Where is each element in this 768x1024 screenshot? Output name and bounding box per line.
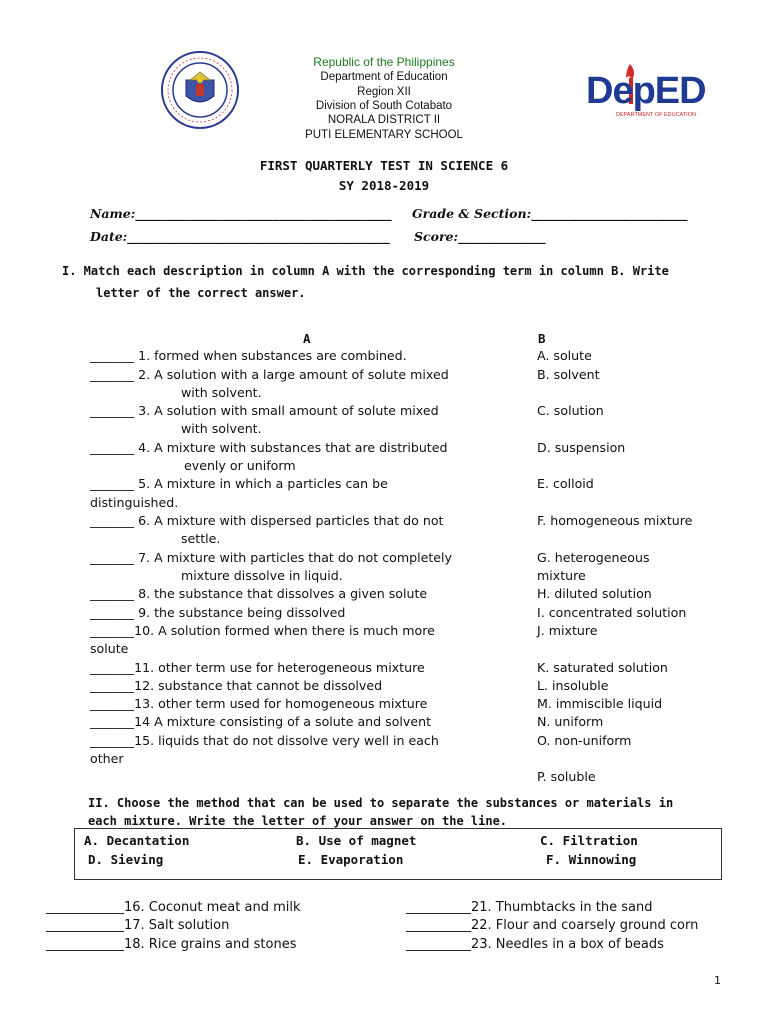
grade-section-field[interactable]: Grade & Section:_________________________ bbox=[412, 206, 688, 221]
method-d: D. Sieving bbox=[88, 852, 164, 867]
question-item: _______ 7. A mixture with particles that do not completely bbox=[90, 550, 452, 565]
separation-question: __________22. Flour and coarsely ground corn bbox=[406, 918, 699, 933]
header-department: Department of Education bbox=[320, 71, 448, 83]
question-item: with solvent. bbox=[181, 385, 262, 400]
column-a-heading: A bbox=[303, 331, 311, 346]
header-school: PUTI ELEMENTARY SCHOOL bbox=[305, 129, 463, 141]
question-item: _______ 6. A mixture with dispersed particles that do not bbox=[90, 513, 444, 528]
term-item: H. diluted solution bbox=[537, 586, 652, 601]
header-republic: Republic of the Philippines bbox=[313, 55, 455, 69]
question-item: _______ 8. the substance that dissolves a given solute bbox=[90, 586, 428, 601]
part1-instruction-line2: letter of the correct answer. bbox=[96, 286, 306, 300]
term-item: E. colloid bbox=[537, 476, 594, 491]
term-item: O. non-uniform bbox=[537, 733, 632, 748]
page-number: 1 bbox=[714, 974, 721, 987]
term-item: D. suspension bbox=[537, 440, 626, 455]
question-item: _______ 4. A mixture with substances that are distributed bbox=[90, 440, 448, 455]
separation-question: __________21. Thumbtacks in the sand bbox=[406, 900, 653, 915]
question-item: _______15. liquids that do not dissolve very well in each bbox=[90, 733, 439, 748]
header-district: NORALA DISTRICT II bbox=[327, 114, 441, 126]
question-item: settle. bbox=[181, 531, 221, 546]
question-item: _______12. substance that cannot be dissolved bbox=[90, 678, 383, 693]
question-item: _______ 2. A solution with a large amount of solute mixed bbox=[90, 367, 449, 382]
term-item: A. solute bbox=[537, 348, 592, 363]
term-item: L. insoluble bbox=[537, 678, 609, 693]
header-region: Region XII bbox=[357, 86, 411, 98]
question-item: _______ 9. the substance being dissolved bbox=[90, 605, 346, 620]
question-item: _______10. A solution formed when there is much more bbox=[90, 623, 435, 638]
question-item: solute bbox=[90, 641, 129, 656]
question-item: _______ 5. A mixture in which a particles can be bbox=[90, 476, 388, 491]
column-b-heading: B bbox=[538, 331, 546, 346]
term-item: G. heterogeneous bbox=[537, 550, 650, 565]
term-item: F. homogeneous mixture bbox=[537, 513, 693, 528]
question-item: _______ 1. formed when substances are combined. bbox=[90, 348, 407, 363]
term-item: B. solvent bbox=[537, 367, 600, 382]
method-b: B. Use of magnet bbox=[296, 833, 417, 848]
question-item: other bbox=[90, 751, 124, 766]
method-f: F. Winnowing bbox=[546, 852, 637, 867]
question-item: _______14 A mixture consisting of a solute and solvent bbox=[90, 714, 432, 729]
term-item: I. concentrated solution bbox=[537, 605, 687, 620]
part2-instruction-line1: II. Choose the method that can be used to separate the substances or materials in bbox=[88, 796, 674, 810]
term-item: C. solution bbox=[537, 403, 604, 418]
term-item: K. saturated solution bbox=[537, 660, 668, 675]
part2-instruction-line2: each mixture. Write the letter of your answer on the line. bbox=[88, 814, 508, 828]
question-item: evenly or uniform bbox=[184, 458, 296, 473]
method-c: C. Filtration bbox=[540, 833, 638, 848]
term-item: M. immiscible liquid bbox=[537, 696, 663, 711]
question-item: mixture dissolve in liquid. bbox=[181, 568, 343, 583]
term-item: P. soluble bbox=[537, 769, 596, 784]
score-field[interactable]: Score:______________ bbox=[414, 229, 546, 244]
question-item: _______11. other term use for heterogeneous mixture bbox=[90, 660, 425, 675]
term-item: N. uniform bbox=[537, 714, 604, 729]
method-e: E. Evaporation bbox=[298, 852, 404, 867]
separation-question: ____________18. Rice grains and stones bbox=[46, 937, 297, 952]
method-a: A. Decantation bbox=[84, 833, 190, 848]
question-item: _______13. other term used for homogeneous mixture bbox=[90, 696, 428, 711]
question-item: with solvent. bbox=[181, 421, 262, 436]
date-field[interactable]: Date:__________________________________________ bbox=[90, 229, 390, 244]
question-item: _______ 3. A solution with small amount of solute mixed bbox=[90, 403, 439, 418]
term-item: J. mixture bbox=[537, 623, 598, 638]
deped-logo-subtitle: DEPARTMENT OF EDUCATION bbox=[616, 112, 696, 118]
separation-question: __________23. Needles in a box of beads bbox=[406, 937, 664, 952]
part1-instruction-line1: I. Match each description in column A with the corresponding term in column B. Write bbox=[62, 264, 669, 278]
test-title: FIRST QUARTERLY TEST IN SCIENCE 6 bbox=[259, 158, 509, 173]
header-division: Division of South Cotabato bbox=[315, 100, 453, 112]
name-field[interactable]: Name:_________________________________________ bbox=[90, 206, 392, 221]
school-year: SY 2018-2019 bbox=[338, 178, 430, 193]
separation-question: ____________17. Salt solution bbox=[46, 918, 230, 933]
deped-logo-text: DepED bbox=[586, 70, 706, 112]
separation-question: ____________16. Coconut meat and milk bbox=[46, 900, 301, 915]
question-item: distinguished. bbox=[90, 495, 179, 510]
term-item: mixture bbox=[537, 568, 586, 583]
